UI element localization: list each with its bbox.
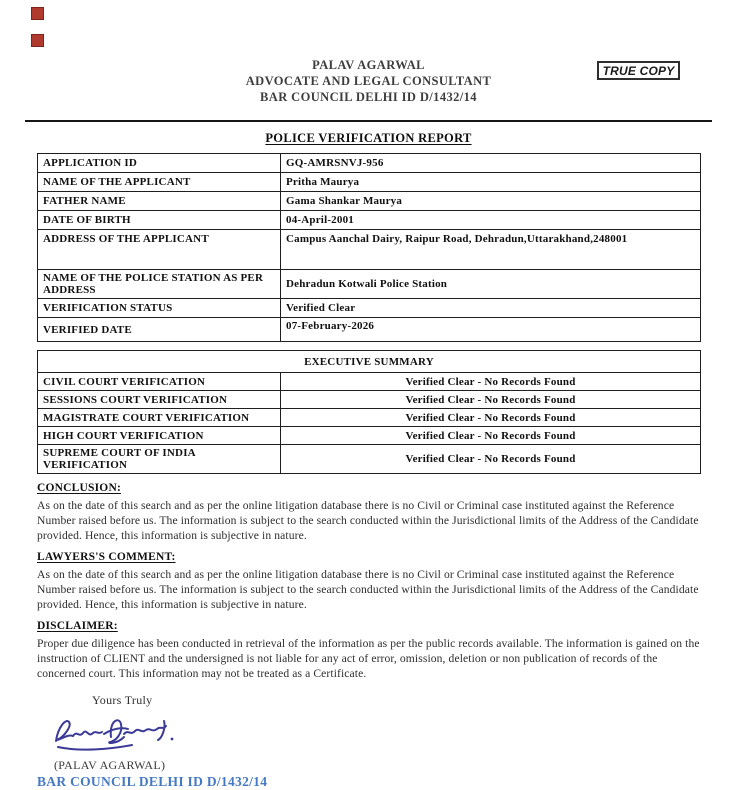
court-result: Verified Clear - No Records Found	[281, 427, 701, 445]
detail-value: Dehradun Kotwali Police Station	[281, 270, 701, 299]
lawyers-comment-section	[37, 551, 700, 612]
court-result: Verified Clear - No Records Found	[281, 373, 701, 391]
detail-value: 04-April-2001	[281, 211, 701, 230]
detail-label: VERIFIED DATE	[38, 318, 281, 342]
signature-ink	[49, 712, 184, 758]
executive-summary-title: EXECUTIVE SUMMARY	[38, 351, 701, 373]
disclaimer-heading: DISCLAIMER:	[37, 620, 118, 632]
table-row	[38, 211, 701, 230]
table-row	[38, 270, 701, 299]
detail-value: Verified Clear	[281, 299, 701, 318]
conclusion-text: As on the date of this search and as per the online litigation database there is no Civil or Criminal case instituted against the Reference Number raised before us. The information is subject to the search conducted within the Jurisdictional limits of the Address of the Candidate provided. Hence, this information is subjective in nature.	[37, 499, 699, 542]
table-row	[38, 445, 701, 474]
advocate-title: ADVOCATE AND LEGAL CONSULTANT	[245, 74, 492, 88]
signature	[49, 712, 700, 758]
court-label: HIGH COURT VERIFICATION	[38, 427, 281, 445]
executive-summary-table	[37, 350, 701, 474]
table-row	[38, 299, 701, 318]
table-row	[38, 173, 701, 192]
detail-value: 07-February-2026	[281, 318, 701, 342]
disclaimer-section	[37, 620, 700, 681]
detail-value: Pritha Maurya	[281, 173, 701, 192]
broken-image-icon	[31, 7, 44, 20]
court-label: SUPREME COURT OF INDIA VERIFICATION	[38, 445, 281, 474]
table-row	[38, 154, 701, 173]
court-label: SESSIONS COURT VERIFICATION	[38, 391, 281, 409]
bar-council-id: BAR COUNCIL DELHI ID D/1432/14	[37, 774, 268, 789]
detail-label: ADDRESS OF THE APPLICANT	[38, 230, 281, 270]
court-label: MAGISTRATE COURT VERIFICATION	[38, 409, 281, 427]
court-result: Verified Clear - No Records Found	[281, 409, 701, 427]
true-copy-stamp-label: TRUE COPY	[602, 63, 675, 78]
advocate-name: PALAV AGARWAL	[312, 58, 425, 72]
table-row	[38, 427, 701, 445]
lawyers-comment-heading: LAWYERS'S COMMENT:	[37, 551, 176, 563]
table-row	[38, 318, 701, 342]
header-divider	[25, 120, 712, 122]
conclusion-section	[37, 482, 700, 543]
court-result: Verified Clear - No Records Found	[281, 391, 701, 409]
conclusion-heading: CONCLUSION:	[37, 482, 121, 494]
report-title: POLICE VERIFICATION REPORT	[265, 131, 472, 145]
detail-value: Campus Aanchal Dairy, Raipur Road, Dehradun,Uttarakhand,248001	[281, 230, 701, 270]
court-result: Verified Clear - No Records Found	[281, 445, 701, 474]
salutation: Yours Truly	[92, 693, 153, 707]
detail-label: VERIFICATION STATUS	[38, 299, 281, 318]
detail-label: FATHER NAME	[38, 192, 281, 211]
true-copy-stamp	[597, 61, 680, 80]
table-row	[38, 409, 701, 427]
detail-value: GQ-AMRSNVJ-956	[281, 154, 701, 173]
detail-label: NAME OF THE POLICE STATION AS PER ADDRESS	[38, 270, 281, 299]
table-row	[38, 373, 701, 391]
advocate-bar-id: BAR COUNCIL DELHI ID D/1432/14	[260, 90, 477, 104]
letterhead	[0, 0, 737, 105]
table-row	[38, 230, 701, 270]
table-row	[38, 391, 701, 409]
broken-image-icon	[31, 34, 44, 47]
detail-label: APPLICATION ID	[38, 154, 281, 173]
executive-summary-header	[38, 351, 701, 373]
signatory-name: (PALAV AGARWAL)	[54, 758, 166, 772]
detail-value: Gama Shankar Maurya	[281, 192, 701, 211]
court-label: CIVIL COURT VERIFICATION	[38, 373, 281, 391]
lawyers-comment-text: As on the date of this search and as per the online litigation database there is no Civil or Criminal case instituted against the Reference Number raised before us. The information is subject to the search conducted within the Jurisdictional limits of the Address of the Candidate provided. Hence, this information is subjective in nature.	[37, 568, 699, 611]
detail-label: DATE OF BIRTH	[38, 211, 281, 230]
disclaimer-text: Proper due diligence has been conducted in retrieval of the information as per the public records available. The information is gained on the instruction of CLIENT and the undersigned is not liable for any act of error, omission, deletion or non publication of records of the concerned court. This information may not be treated as a Certificate.	[37, 637, 700, 680]
detail-label: NAME OF THE APPLICANT	[38, 173, 281, 192]
report-body	[0, 153, 737, 790]
applicant-details-table	[37, 153, 701, 342]
table-row	[38, 192, 701, 211]
